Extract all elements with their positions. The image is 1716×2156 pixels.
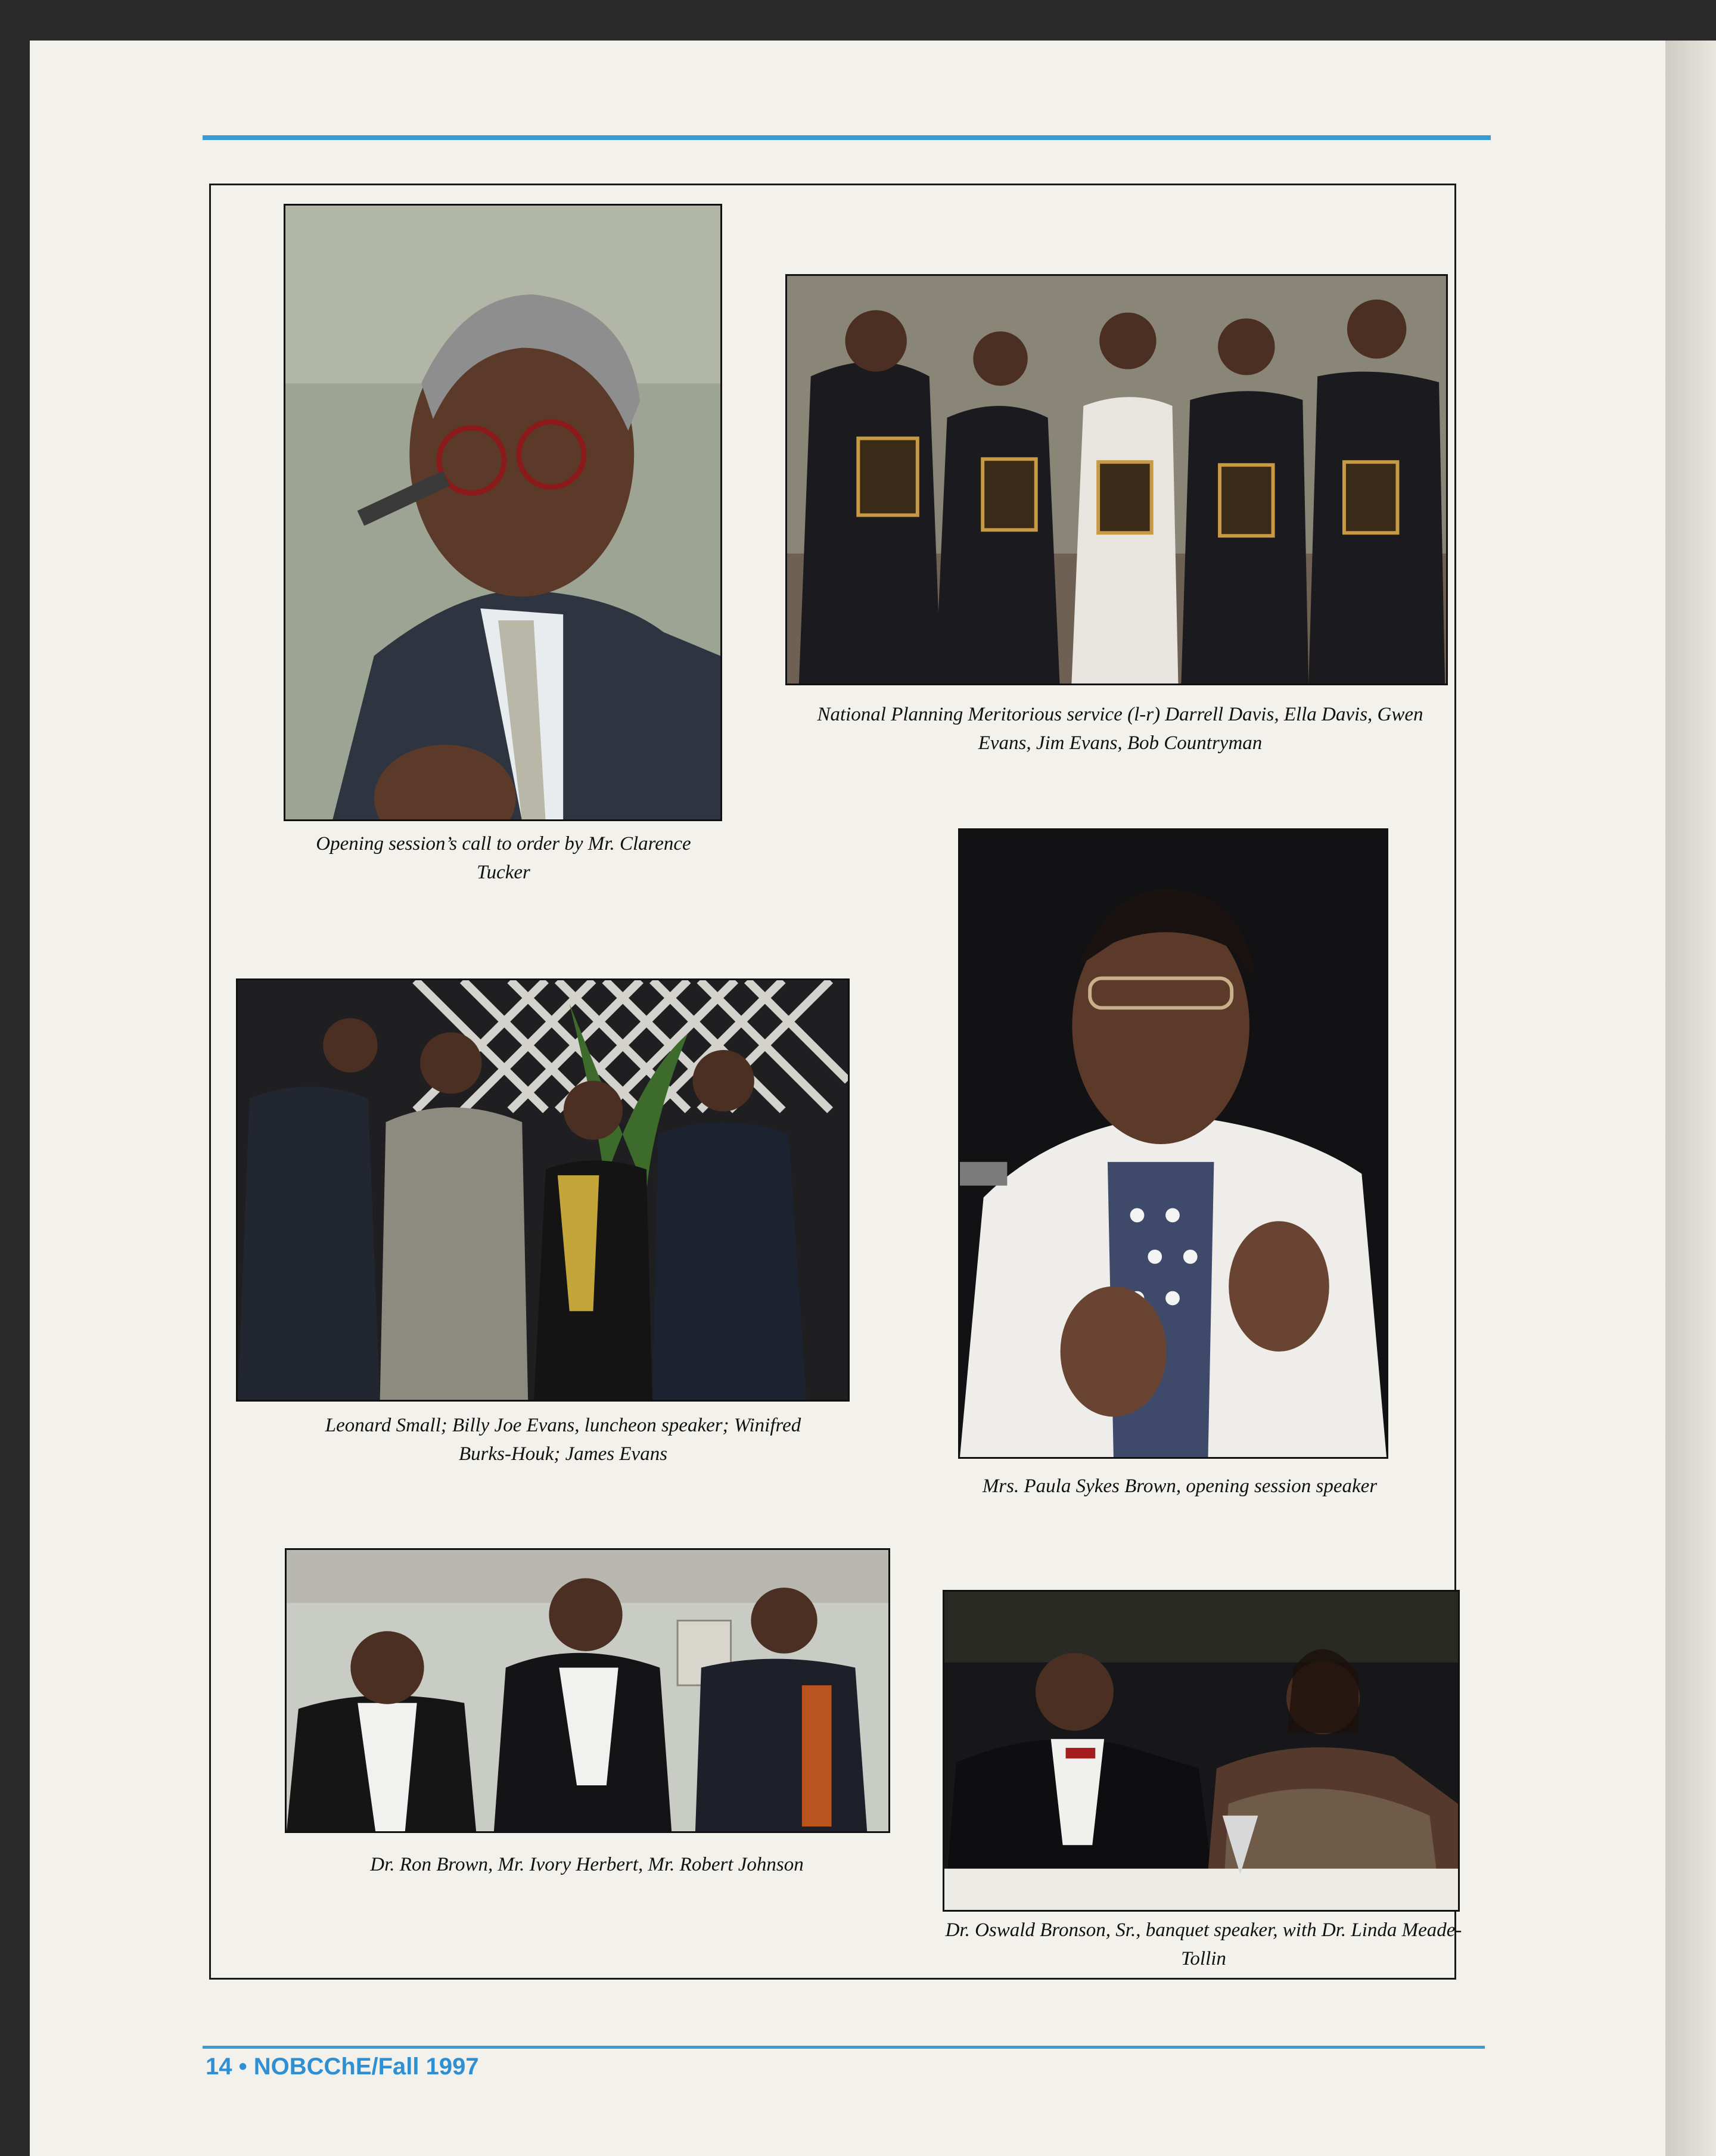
photo-bronson-meade-tollin	[943, 1590, 1460, 1912]
header-rule	[203, 135, 1491, 140]
facing-page-edge	[1665, 41, 1716, 2156]
caption-paula-sykes-brown: Mrs. Paula Sykes Brown, opening session speaker	[982, 1475, 1378, 1497]
caption-bronson-meade-tollin: Dr. Oswald Bronson, Sr., banquet speaker, with Dr. Linda Meade-Tollin	[945, 1919, 1462, 1969]
photo-luncheon-group	[236, 978, 850, 1402]
caption-meritorious-service: National Planning Meritorious service (l-r) Darrell Davis, Ella Davis, Gwen Evans, Jim Evans, Bob Countryman	[817, 704, 1423, 754]
caption-opening-session: Opening session’s call to order by Mr. Clarence Tucker	[316, 833, 691, 883]
photo-paula-sykes-brown	[958, 828, 1388, 1459]
caption-brown-herbert-johnson: Dr. Ron Brown, Mr. Ivory Herbert, Mr. Robert Johnson	[370, 1854, 804, 1875]
photo-brown-herbert-johnson	[285, 1548, 890, 1833]
photo-meritorious-service-awardees	[785, 274, 1448, 685]
caption-luncheon: Leonard Small; Billy Joe Evans, luncheon speaker; Winifred Burks-Houk; James Evans	[325, 1415, 801, 1465]
footer-rule	[203, 2046, 1485, 2049]
photo-opening-session-tucker	[284, 204, 722, 821]
page-footer: 14 • NOBCChE/Fall 1997	[206, 2054, 479, 2080]
